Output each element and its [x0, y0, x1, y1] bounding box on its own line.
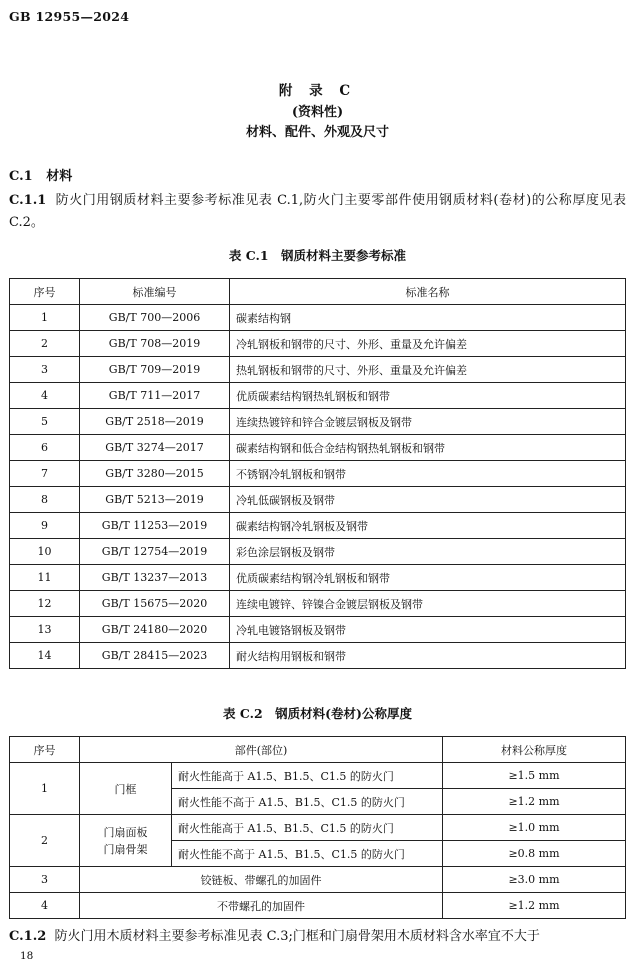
cell-thickness: ≥0.8 mm	[443, 841, 626, 867]
col-header-std-no: 标准编号	[80, 279, 230, 305]
part-line: 门扇面板	[103, 825, 148, 839]
cell-std-name: 连续电镀锌、锌镍合金镀层钢板及钢带	[230, 591, 626, 617]
table-row	[10, 591, 626, 617]
cell-std-name: 优质碳素结构钢冷轧钢板和钢带	[230, 565, 626, 591]
cell-std-no: GB/T 709—2019	[80, 357, 230, 383]
cell-std-name: 热轧钢板和钢带的尺寸、外形、重量及允许偏差	[230, 357, 626, 383]
section-heading-c1	[9, 165, 72, 184]
cell-part: 铰链板、带螺孔的加固件	[80, 867, 443, 893]
table-header-row	[10, 737, 626, 763]
table-c2	[9, 736, 626, 919]
table-row	[10, 617, 626, 643]
table-row	[10, 815, 626, 841]
clause-text: 防火门用木质材料主要参考标准见表 C.3;门框和门扇骨架用木质材料含水率宜不大于	[54, 929, 540, 944]
cell-no: 2	[10, 331, 80, 357]
cell-std-no: GB/T 708—2019	[80, 331, 230, 357]
cell-part	[80, 815, 172, 867]
table-c1	[9, 278, 626, 669]
cell-no: 2	[10, 815, 80, 867]
col-header-thickness: 材料公称厚度	[443, 737, 626, 763]
cell-condition: 耐火性能高于 A1.5、B1.5、C1.5 的防火门	[172, 815, 443, 841]
cell-std-no: GB/T 711—2017	[80, 383, 230, 409]
cell-no: 4	[10, 893, 80, 919]
col-header-part: 部件(部位)	[80, 737, 443, 763]
table-header-row	[10, 279, 626, 305]
table-row	[10, 513, 626, 539]
cell-std-name: 彩色涂层钢板及钢带	[230, 539, 626, 565]
clause-text: 防火门用钢质材料主要参考标准见表 C.1,防火门主要零部件使用钢质材料(卷材)的公称厚度见表 C.2。	[9, 193, 627, 230]
document-header-id: GB 12955—2024	[9, 9, 130, 24]
appendix-subtitle: 材料、配件、外观及尺寸	[245, 125, 389, 140]
table-c1-body	[10, 305, 626, 669]
table-row	[10, 643, 626, 669]
paragraph-c12	[9, 926, 626, 948]
cell-std-no: GB/T 24180—2020	[80, 617, 230, 643]
cell-std-no: GB/T 28415—2023	[80, 643, 230, 669]
table-row	[10, 357, 626, 383]
cell-no: 5	[10, 409, 80, 435]
cell-no: 1	[10, 305, 80, 331]
clause-number: C.1.2	[9, 929, 47, 944]
table-row	[10, 487, 626, 513]
cell-no: 9	[10, 513, 80, 539]
table-c1-caption: 表 C.1 钢质材料主要参考标准	[228, 248, 407, 263]
cell-no: 3	[10, 867, 80, 893]
cell-condition: 耐火性能不高于 A1.5、B1.5、C1.5 的防火门	[172, 841, 443, 867]
cell-thickness: ≥1.0 mm	[443, 815, 626, 841]
cell-std-name: 优质碳素结构钢热轧钢板和钢带	[230, 383, 626, 409]
cell-thickness: ≥1.5 mm	[443, 763, 626, 789]
table-row	[10, 867, 626, 893]
cell-no: 8	[10, 487, 80, 513]
table-row	[10, 539, 626, 565]
cell-std-no: GB/T 11253—2019	[80, 513, 230, 539]
cell-no: 6	[10, 435, 80, 461]
cell-std-name: 不锈钢冷轧钢板和钢带	[230, 461, 626, 487]
table-row	[10, 435, 626, 461]
cell-std-name: 冷轧低碳钢板及钢带	[230, 487, 626, 513]
cell-std-no: GB/T 700—2006	[80, 305, 230, 331]
cell-part: 不带螺孔的加固件	[80, 893, 443, 919]
appendix-title: 附 录 C	[278, 83, 357, 99]
cell-std-name: 碳素结构钢和低合金结构钢热轧钢板和钢带	[230, 435, 626, 461]
cell-no: 1	[10, 763, 80, 815]
paragraph-c11	[9, 190, 626, 234]
table-row	[10, 383, 626, 409]
cell-std-no: GB/T 5213—2019	[80, 487, 230, 513]
table-row	[10, 893, 626, 919]
cell-no: 11	[10, 565, 80, 591]
cell-part: 门框	[80, 763, 172, 815]
part-line: 门扇骨架	[103, 842, 148, 856]
table-row	[10, 461, 626, 487]
cell-std-no: GB/T 15675—2020	[80, 591, 230, 617]
table-row	[10, 763, 626, 789]
page-number: 18	[20, 950, 34, 962]
cell-std-no: GB/T 13237—2013	[80, 565, 230, 591]
cell-thickness: ≥3.0 mm	[443, 867, 626, 893]
cell-thickness: ≥1.2 mm	[443, 789, 626, 815]
table-row	[10, 305, 626, 331]
cell-std-name: 冷轧电镀铬钢板及钢带	[230, 617, 626, 643]
clause-number: C.1.1	[9, 193, 47, 208]
table-c2-caption: 表 C.2 钢质材料(卷材)公称厚度	[223, 706, 412, 721]
cell-std-name: 碳素结构钢	[230, 305, 626, 331]
appendix-nature: (资料性)	[291, 105, 344, 120]
table-row	[10, 409, 626, 435]
cell-std-no: GB/T 12754—2019	[80, 539, 230, 565]
cell-condition: 耐火性能高于 A1.5、B1.5、C1.5 的防火门	[172, 763, 443, 789]
table-row	[10, 565, 626, 591]
cell-std-name: 冷轧钢板和钢带的尺寸、外形、重量及允许偏差	[230, 331, 626, 357]
cell-no: 3	[10, 357, 80, 383]
cell-condition: 耐火性能不高于 A1.5、B1.5、C1.5 的防火门	[172, 789, 443, 815]
col-header-std-name: 标准名称	[230, 279, 626, 305]
section-title: 材料	[46, 169, 73, 184]
cell-no: 4	[10, 383, 80, 409]
cell-no: 10	[10, 539, 80, 565]
table-row	[10, 331, 626, 357]
cell-no: 13	[10, 617, 80, 643]
cell-std-no: GB/T 3274—2017	[80, 435, 230, 461]
cell-std-name: 碳素结构钢冷轧钢板及钢带	[230, 513, 626, 539]
cell-no: 14	[10, 643, 80, 669]
cell-no: 12	[10, 591, 80, 617]
cell-thickness: ≥1.2 mm	[443, 893, 626, 919]
cell-no: 7	[10, 461, 80, 487]
col-header-no: 序号	[10, 279, 80, 305]
cell-std-no: GB/T 3280—2015	[80, 461, 230, 487]
cell-std-name: 连续热镀锌和锌合金镀层钢板及钢带	[230, 409, 626, 435]
col-header-no: 序号	[10, 737, 80, 763]
section-number: C.1	[9, 169, 33, 184]
cell-std-name: 耐火结构用钢板和钢带	[230, 643, 626, 669]
cell-std-no: GB/T 2518—2019	[80, 409, 230, 435]
